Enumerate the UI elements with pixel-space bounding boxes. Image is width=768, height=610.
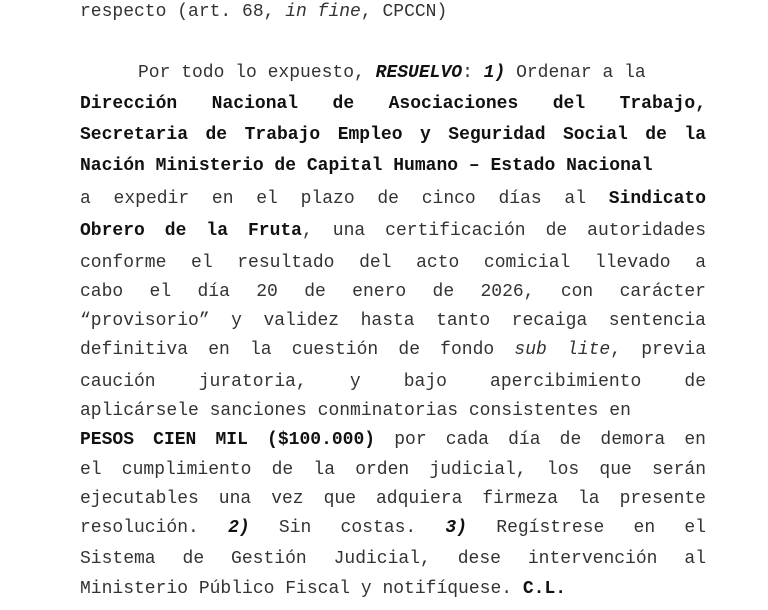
paragraph-line-sistema bbox=[80, 547, 706, 571]
paragraph-line-pesos bbox=[80, 428, 706, 452]
text-definitiva: definitiva en la cuestión de fondo bbox=[80, 340, 515, 360]
text-obrero-fruta: Obrero de la Fruta bbox=[80, 221, 302, 241]
text-pesos-amount: PESOS CIEN MIL ($100.000) bbox=[80, 430, 376, 450]
text-provisorio: “provisorio” y validez hasta tanto recaiga sentencia bbox=[80, 311, 706, 331]
text-cumplimiento: el cumplimiento de la orden judicial, los que serán bbox=[80, 460, 706, 480]
paragraph-line-expedir bbox=[80, 187, 706, 211]
text-sistema: Sistema de Gestión Judicial, dese intervención al bbox=[80, 549, 706, 569]
text-registrese: Regístrese en el bbox=[467, 518, 706, 538]
resuelvo-heading: RESUELVO bbox=[375, 63, 463, 83]
paragraph-line-cumplimiento bbox=[80, 458, 706, 482]
text-ordenar: Ordenar a la bbox=[505, 63, 646, 83]
paragraph-line-ejecutables bbox=[80, 487, 706, 511]
text-expedir: a expedir en el plazo de cinco días al bbox=[80, 189, 587, 209]
text-previa: , previa bbox=[610, 340, 707, 360]
paragraph-line-conforme bbox=[80, 251, 706, 275]
entity-text-1: Dirección Nacional de Asociaciones del Trabajo, bbox=[80, 94, 706, 114]
text-signature-cl: C.L. bbox=[522, 579, 567, 599]
text-por-cada: por cada día de demora en bbox=[375, 430, 706, 450]
paragraph-line-definitiva bbox=[80, 338, 706, 362]
text-cabo: cabo el día 20 de enero de 2026, con carácter bbox=[80, 282, 706, 302]
text-resolucion: resolución. bbox=[80, 518, 229, 538]
paragraph-line-caucion bbox=[80, 370, 706, 394]
item-number-1: 1) bbox=[483, 63, 506, 83]
entity-line-1 bbox=[80, 92, 706, 116]
paragraph-line-provisorio bbox=[80, 309, 706, 333]
paragraph-line-ministerio bbox=[80, 577, 706, 601]
item-number-3: 3) bbox=[445, 518, 468, 538]
text-sin-costas: Sin costas. bbox=[249, 518, 446, 538]
resolution-intro-line bbox=[138, 61, 692, 85]
text-colon: : bbox=[462, 63, 484, 83]
entity-line-2 bbox=[80, 123, 706, 147]
entity-line-3 bbox=[80, 154, 694, 178]
text-aplicar: aplicársele sanciones conminatorias consistentes en bbox=[80, 401, 631, 421]
text-sindicato: Sindicato bbox=[608, 189, 706, 209]
text-sub-lite: sub lite bbox=[514, 340, 611, 360]
paragraph-line-aplicar bbox=[80, 399, 692, 423]
text-ejecutables: ejecutables una vez que adquiera firmeza la presente bbox=[80, 489, 706, 509]
text-certificacion: , una certificación de autoridades bbox=[302, 221, 707, 241]
entity-text-2: Secretaria de Trabajo Empleo y Seguridad Social de la bbox=[80, 125, 706, 145]
text-in-fine: in fine bbox=[285, 2, 361, 22]
text-cpccn: , CPCCN) bbox=[360, 2, 448, 22]
paragraph-line-top bbox=[80, 0, 706, 24]
item-number-2: 2) bbox=[228, 518, 250, 538]
entity-text-3: Nación Ministerio de Capital Humano – Estado Nacional bbox=[80, 156, 653, 176]
text-ministerio: Ministerio Público Fiscal y notifíquese. bbox=[80, 579, 523, 599]
paragraph-line-obrero bbox=[80, 219, 706, 243]
text-conforme: conforme el resultado del acto comicial llevado a bbox=[80, 253, 706, 273]
text-caucion: caución juratoria, y bajo apercibimiento de bbox=[80, 372, 706, 392]
text-intro: Por todo lo expuesto, bbox=[138, 63, 376, 83]
text-respecto: respecto (art. 68, bbox=[80, 2, 286, 22]
paragraph-line-resolucion bbox=[80, 516, 706, 540]
paragraph-line-cabo bbox=[80, 280, 706, 304]
